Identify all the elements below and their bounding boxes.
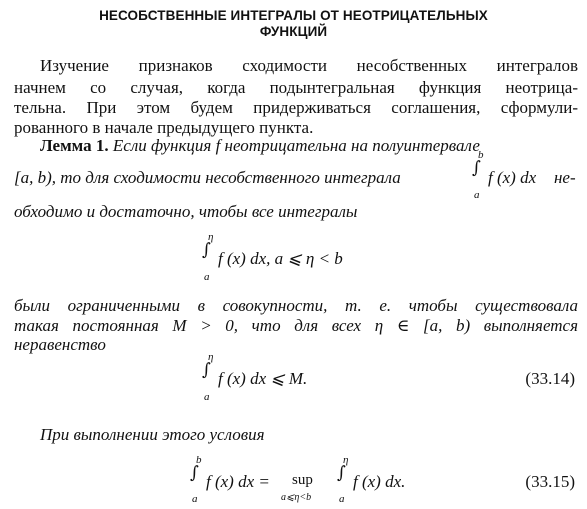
eq-33-15-left-lower-limit: a [192, 493, 198, 505]
eq-33-15-number: (33.15) [525, 472, 575, 491]
intro-line-3: тельна. При этом будем придерживаться соглашения, сформули- [14, 98, 578, 117]
eq-33-15-right-lower-limit: a [339, 493, 345, 505]
eq-33-14-lower-limit: a [204, 391, 210, 403]
eq-33-15-left-upper-limit: b [196, 454, 202, 466]
lemma-line-1-text: Если функция f неотрицательна на полуинтервале [112, 136, 480, 155]
intro-line-4: рованного в начале предыдущего пункта. [14, 118, 314, 137]
intro-line-2: начнем со случая, когда подынтегральная функция неотрица- [14, 78, 578, 97]
lemma-line-3: обходимо и достаточно, чтобы все интегралы [14, 202, 358, 221]
eq-33-14-number: (33.14) [525, 369, 575, 388]
eq-33-15-right-upper-limit: η [343, 454, 349, 466]
formula-eta-integral-sign: ∫ [202, 240, 211, 260]
eq-33-15-sup-subscript: a⩽η<b [281, 492, 312, 503]
formula-eta-lower-limit: a [204, 271, 210, 283]
bounded-line-2: такая постоянная M > 0, что для всех η ∈ [a, b) выполняется [14, 316, 578, 335]
bounded-line-3: неравенство [14, 335, 106, 354]
bounded-line-1: были ограниченными в совокупности, т. е. чтобы существовала [14, 296, 578, 315]
lemma-line-1 [40, 136, 480, 156]
eq-33-14-upper-limit: η [208, 351, 214, 363]
eq-33-15-left-body: f (x) dx = [206, 472, 270, 491]
lemma-line-2-start: [a, b), то для сходимости несобственного интеграла [14, 168, 401, 187]
eq-33-15-left-integral-sign: ∫ [190, 463, 199, 483]
eq-33-14-integral-sign: ∫ [202, 360, 211, 380]
condition-line: При выполнении этого условия [40, 425, 265, 444]
section-title-line-2: ФУНКЦИЙ [259, 24, 328, 39]
inline-integral-sign: ∫ [472, 158, 481, 178]
inline-integral-upper-limit: b [478, 149, 484, 161]
eq-33-15-right-body: f (x) dx. [353, 472, 406, 491]
section-title-line-1: НЕСОБСТВЕННЫЕ ИНТЕГРАЛЫ ОТ НЕОТРИЦАТЕЛЬНЫХ [99, 8, 488, 23]
eq-33-14-body: f (x) dx ⩽ M. [218, 369, 308, 388]
eq-33-15-sup: sup [292, 472, 313, 488]
lemma-line-2-end: не- [554, 168, 576, 187]
formula-eta-body: f (x) dx, a ⩽ η < b [218, 249, 343, 268]
intro-line-1: Изучение признаков сходимости несобственных интегралов [40, 56, 578, 75]
eq-33-15-right-integral-sign: ∫ [337, 463, 346, 483]
inline-integrand: f (x) dx [488, 168, 537, 187]
formula-eta-upper-limit: η [208, 231, 214, 243]
lemma-label: Лемма 1. [40, 136, 109, 155]
inline-integral-lower-limit: a [474, 189, 480, 201]
